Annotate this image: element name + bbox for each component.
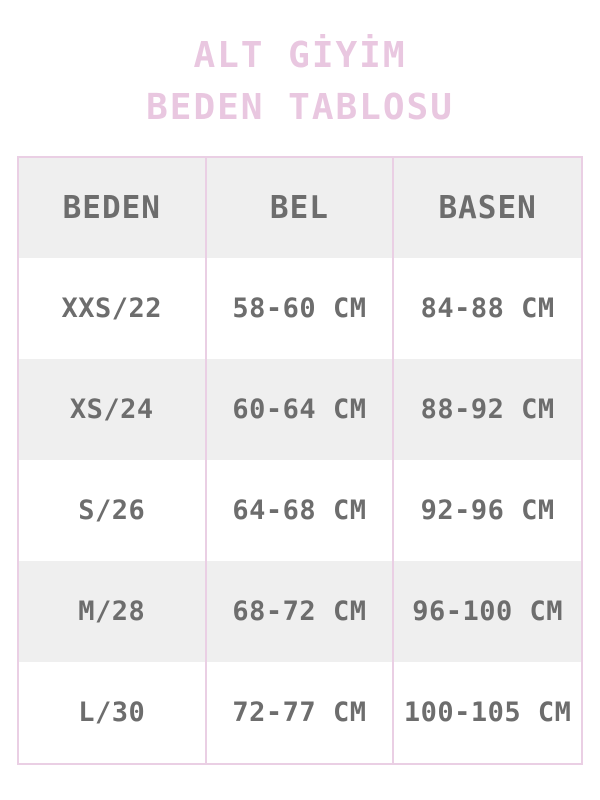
column-header-basen: BASEN xyxy=(393,158,581,258)
cell-basen: 84-88 CM xyxy=(393,258,581,359)
table-row xyxy=(19,359,581,460)
cell-bel: 68-72 CM xyxy=(206,561,394,662)
column-header-beden: BEDEN xyxy=(19,158,206,258)
cell-bel: 64-68 CM xyxy=(206,460,394,561)
size-table-head xyxy=(19,158,581,258)
cell-bel: 72-77 CM xyxy=(206,662,394,763)
size-table-body xyxy=(19,258,581,763)
table-row xyxy=(19,561,581,662)
cell-bel: 60-64 CM xyxy=(206,359,394,460)
cell-beden: XS/24 xyxy=(19,359,206,460)
table-row xyxy=(19,662,581,763)
table-header-row xyxy=(19,158,581,258)
page-title-line-1: ALT GİYİM xyxy=(193,35,407,76)
page-title xyxy=(146,30,454,134)
cell-beden: M/28 xyxy=(19,561,206,662)
cell-beden: XXS/22 xyxy=(19,258,206,359)
cell-beden: S/26 xyxy=(19,460,206,561)
table-row xyxy=(19,258,581,359)
page-title-line-2: BEDEN TABLOSU xyxy=(146,87,454,129)
table-row xyxy=(19,460,581,561)
column-header-bel: BEL xyxy=(206,158,394,258)
cell-basen: 96-100 CM xyxy=(393,561,581,662)
cell-bel: 58-60 CM xyxy=(206,258,394,359)
size-table xyxy=(19,158,581,763)
size-table-container xyxy=(17,156,583,765)
cell-beden: L/30 xyxy=(19,662,206,763)
cell-basen: 88-92 CM xyxy=(393,359,581,460)
cell-basen: 100-105 CM xyxy=(393,662,581,763)
cell-basen: 92-96 CM xyxy=(393,460,581,561)
